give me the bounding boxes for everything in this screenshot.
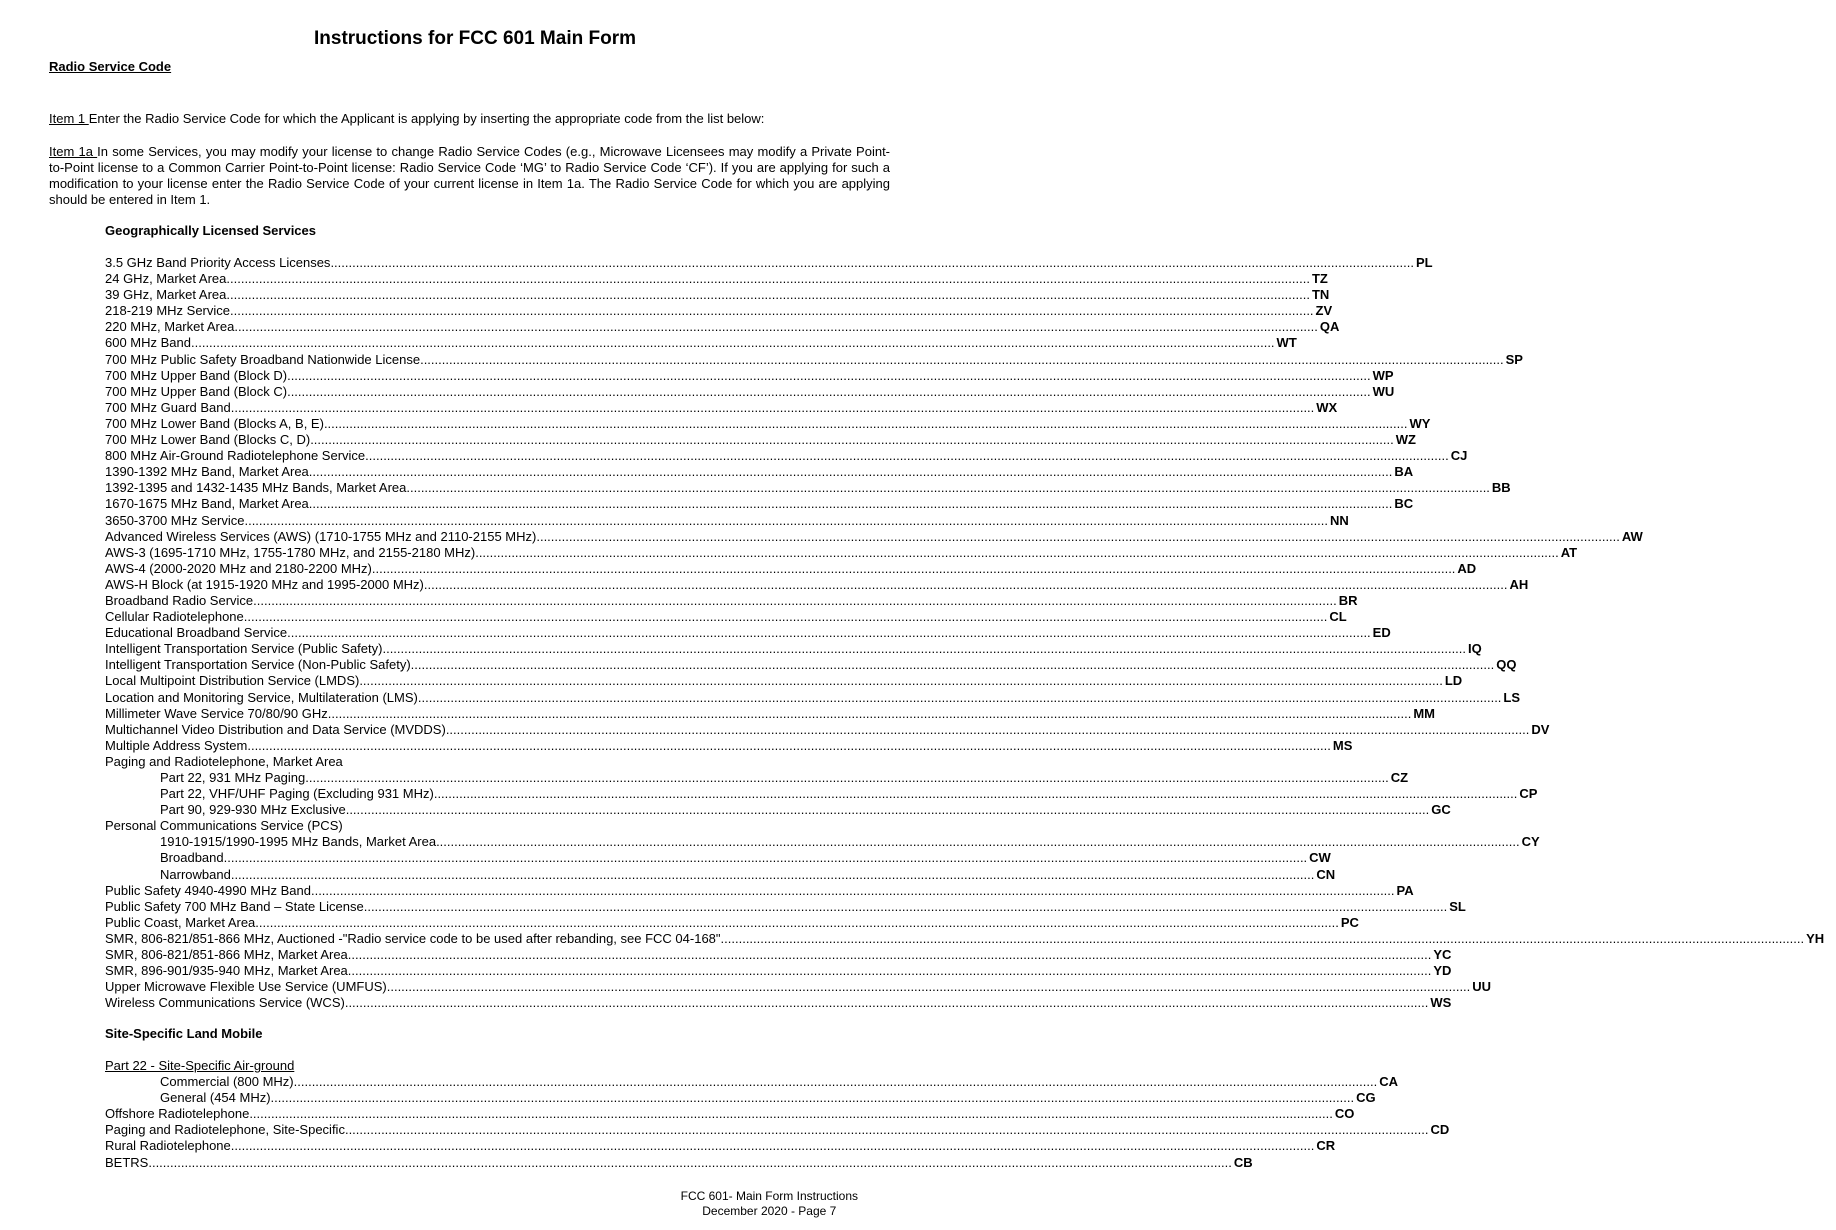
dot-leader: ............................................................................................................................................................................................................................................................................................................ (445, 721, 1530, 737)
dot-leader: ............................................................................................................................................................................................................................................................................................................ (417, 689, 1502, 705)
dot-leader: ............................................................................................................................................................................................................................................................................................................ (720, 930, 1805, 946)
service-code: PA (1396, 882, 1414, 898)
dot-leader: ............................................................................................................................................................................................................................................................................................................ (308, 464, 1393, 480)
service-code-row (105, 641, 1482, 657)
service-code-row (105, 898, 1466, 915)
service-code-row (105, 432, 1416, 448)
dot-leader: ............................................................................................................................................................................................................................................................................................................ (310, 882, 1395, 898)
service-code-row (105, 1090, 1376, 1106)
service-code: WP (1372, 367, 1394, 383)
dot-leader: ............................................................................................................................................................................................................................................................................................................ (249, 1106, 1333, 1122)
dot-leader: ............................................................................................................................................................................................................................................................................................................ (310, 432, 1394, 448)
service-name: Paging and Radiotelephone, Market Area (105, 753, 343, 769)
service-code-row (105, 914, 1359, 931)
footer-form-name: FCC 601- Main Form Instructions (680, 1189, 858, 1203)
service-code-row (105, 737, 1353, 754)
service-code: DV (1531, 721, 1550, 737)
service-code: SP (1505, 351, 1523, 367)
service-name: Part 22 - Site-Specific Air-ground (105, 1058, 295, 1073)
service-code: CA (1379, 1074, 1398, 1090)
service-code-row (105, 544, 1578, 561)
item-1a-label: Item 1a (49, 144, 98, 159)
service-code: YC (1433, 947, 1452, 963)
service-code-row (105, 528, 1643, 545)
service-code-row (105, 673, 1463, 689)
item-1a-text: In some Services, you may modify your license to change Radio Service Codes (e.g., Microwave Licensees may modify a Private Point-to-Point license to a Common Carrier Point-to-Point license: Radio Service Code ‘MG’ to Radio Service Code ‘CF’). If you are applying for such a modification to your license enter the Radio Service Code of your current license in Item 1a. The Radio Service Code for which you are applying should be entered in Item 1. (49, 144, 891, 207)
dot-leader: ............................................................................................................................................................................................................................................................................................................ (305, 770, 1389, 785)
dot-leader: ............................................................................................................................................................................................................................................................................................................ (230, 1138, 1315, 1154)
service-name: Millimeter Wave Service 70/80/90 GHz (105, 705, 328, 721)
service-code-row (105, 866, 1336, 883)
dot-leader: ............................................................................................................................................................................................................................................................................................................ (436, 834, 1520, 850)
service-code-row (105, 834, 1540, 850)
item-1-text: Enter the Radio Service Code for which the Applicant is applying by inserting the appropriate code from the list below: (88, 111, 765, 126)
dot-leader: ............................................................................................................................................................................................................................................................................................................ (475, 544, 1559, 560)
service-code: WZ (1395, 432, 1416, 448)
service-code: IQ (1468, 641, 1482, 657)
dot-leader: ............................................................................................................................................................................................................................................................................................................ (382, 641, 1467, 657)
service-code: QQ (1496, 657, 1517, 673)
service-code: CN (1316, 866, 1336, 882)
dot-leader: ............................................................................................................................................................................................................................................................................................................ (287, 383, 1371, 399)
dot-leader: ............................................................................................................................................................................................................................................................................................................ (433, 786, 1518, 802)
service-code-row (105, 882, 1414, 899)
service-code-row (105, 496, 1414, 512)
section-heading: Radio Service Code (49, 59, 172, 74)
service-name: Public Safety 700 MHz Band – State License (105, 898, 364, 914)
service-name: Wireless Communications Service (WCS) (105, 995, 345, 1011)
dot-leader: ............................................................................................................................................................................................................................................................................................................ (423, 576, 1508, 592)
service-name: 700 MHz Upper Band (Block C) (105, 383, 288, 399)
service-code: QA (1319, 319, 1340, 335)
service-code: PL (1415, 255, 1433, 270)
service-code: CW (1309, 850, 1331, 866)
site-specific-heading: Site-Specific Land Mobile (105, 1026, 263, 1041)
service-code: SL (1449, 898, 1466, 914)
service-code-row (105, 1074, 1398, 1090)
dot-leader: ............................................................................................................................................................................................................................................................................................................ (410, 657, 1495, 673)
service-name: 220 MHz, Market Area (105, 319, 235, 335)
service-code-row (105, 448, 1468, 464)
service-code-row (105, 367, 1394, 384)
dot-leader: ............................................................................................................................................................................................................................................................................................................ (308, 496, 1393, 512)
dot-leader: ............................................................................................................................................................................................................................................................................................................ (420, 351, 1504, 367)
service-name: 3.5 GHz Band Priority Access Licenses (105, 255, 331, 270)
service-name: Location and Monitoring Service, Multilateration (LMS) (105, 689, 418, 705)
service-code: WX (1316, 399, 1338, 415)
service-code-row (105, 786, 1538, 802)
service-name: AWS-3 (1695-1710 MHz, 1755-1780 MHz, and 2155-2180 MHz) (105, 544, 476, 560)
service-code-row (105, 995, 1452, 1011)
dot-leader: ............................................................................................................................................................................................................................................................................................................ (293, 1074, 1378, 1090)
service-code: NN (1330, 512, 1349, 528)
dot-leader: ............................................................................................................................................................................................................................................................................................................ (253, 592, 1337, 608)
service-code: CO (1334, 1106, 1355, 1122)
service-name: 3650-3700 MHz Service (105, 512, 245, 528)
service-code: TN (1311, 287, 1330, 303)
service-name: 218-219 MHz Service (105, 303, 230, 319)
service-code: BA (1394, 464, 1414, 480)
dot-leader: ............................................................................................................................................................................................................................................................................................................ (270, 1090, 1355, 1106)
service-name: Intelligent Transportation Service (Non-Public Safety) (105, 657, 411, 673)
service-name: SMR, 896-901/935-940 MHz, Market Area (105, 963, 348, 979)
service-code: BR (1338, 592, 1358, 608)
service-name: 700 MHz Guard Band (105, 399, 231, 415)
service-code: ED (1372, 625, 1391, 641)
service-code-row (105, 303, 1333, 319)
service-name: 600 MHz Band (105, 335, 191, 351)
service-name: Multiple Address System (105, 737, 248, 753)
footer-page-number: December 2020 - Page 7 (702, 1204, 837, 1218)
service-name: 700 MHz Lower Band (Blocks A, B, E) (105, 415, 324, 431)
service-code: CD (1430, 1122, 1450, 1138)
service-code-row (105, 947, 1452, 963)
service-name: Upper Microwave Flexible Use Service (UMFUS) (105, 979, 387, 995)
service-code-row (105, 930, 1825, 947)
service-code-row (105, 963, 1452, 979)
service-code: PC (1340, 914, 1359, 930)
service-name: 800 MHz Air-Ground Radiotelephone Service (105, 448, 366, 464)
service-code-row (105, 351, 1523, 368)
dot-leader: ............................................................................................................................................................................................................................................................................................................ (330, 255, 1414, 270)
service-code: BB (1491, 480, 1511, 496)
service-name: AWS-4 (2000-2020 MHz and 2180-2200 MHz) (105, 560, 372, 576)
service-code-row (105, 271, 1328, 287)
service-code: YD (1433, 963, 1452, 979)
service-code: CG (1356, 1090, 1376, 1106)
service-code-row (105, 319, 1340, 335)
service-code-row (105, 560, 1477, 577)
service-code-row (105, 1154, 1253, 1171)
service-code: UU (1472, 979, 1492, 995)
dot-leader: ............................................................................................................................................................................................................................................................................................................ (247, 737, 1331, 753)
service-name: Broadband (160, 850, 224, 866)
dot-leader: ............................................................................................................................................................................................................................................................................................................ (234, 319, 1318, 335)
dot-leader: ............................................................................................................................................................................................................................................................................................................ (344, 995, 1429, 1011)
service-name: SMR, 806-821/851-866 MHz, Market Area (105, 947, 348, 963)
service-code: AT (1560, 544, 1578, 560)
service-code-row (105, 335, 1297, 351)
service-name: 1910-1915/1990-1995 MHz Bands, Market Area (160, 834, 437, 850)
service-code: WS (1430, 995, 1452, 1011)
service-name: Multichannel Video Distribution and Data Service (MVDDS) (105, 721, 446, 737)
service-code: TZ (1311, 271, 1328, 287)
page-title: Instructions for FCC 601 Main Form (314, 28, 636, 49)
service-name: 700 MHz Public Safety Broadband Nationwide License (105, 351, 421, 367)
service-name: AWS-H Block (at 1915-1920 MHz and 1995-2000 MHz) (105, 576, 424, 592)
service-code: GC (1431, 802, 1451, 818)
service-code: BC (1394, 496, 1414, 512)
service-name: Local Multipoint Distribution Service (LMDS) (105, 673, 360, 689)
dot-leader: ............................................................................................................................................................................................................................................................................................................ (363, 898, 1448, 914)
service-code-row (105, 657, 1517, 673)
dot-leader: ............................................................................................................................................................................................................................................................................................................ (226, 271, 1310, 287)
service-name: Broadband Radio Service (105, 592, 254, 608)
service-code-row (105, 480, 1511, 496)
service-name: Commercial (800 MHz) (160, 1074, 294, 1090)
service-name: Part 90, 929-930 MHz Exclusive (160, 802, 346, 818)
dot-leader: ............................................................................................................................................................................................................................................................................................................ (365, 448, 1449, 464)
service-name: Personal Communications Service (PCS) (105, 818, 343, 834)
dot-leader: ............................................................................................................................................................................................................................................................................................................ (230, 399, 1315, 415)
dot-leader: ............................................................................................................................................................................................................................................................................................................ (243, 609, 1328, 625)
item-1-label: Item 1 (49, 111, 89, 126)
dot-leader: ............................................................................................................................................................................................................................................................................................................ (327, 705, 1412, 721)
service-code-row (105, 754, 840, 770)
service-code: CZ (1390, 770, 1409, 785)
service-code-row (105, 979, 1492, 995)
service-code: CB (1233, 1154, 1253, 1170)
service-code: YH (1806, 930, 1825, 946)
dot-leader: ............................................................................................................................................................................................................................................................................................................ (323, 415, 1408, 431)
dot-leader: ............................................................................................................................................................................................................................................................................................................ (347, 963, 1432, 979)
site-specific-list (105, 1058, 1450, 1171)
service-code: ZV (1315, 303, 1333, 319)
service-code: WY (1409, 415, 1431, 431)
service-code: CY (1521, 834, 1540, 850)
service-name: Educational Broadband Service (105, 625, 288, 641)
service-code-row (105, 512, 1349, 529)
dot-leader: ............................................................................................................................................................................................................................................................................................................ (359, 673, 1443, 689)
service-name: Public Coast, Market Area (105, 914, 256, 930)
service-name: 24 GHz, Market Area (105, 271, 227, 287)
service-name: Paging and Radiotelephone, Site-Specific (105, 1122, 345, 1138)
service-name: 1670-1675 MHz Band, Market Area (105, 496, 309, 512)
dot-leader: ............................................................................................................................................................................................................................................................................................................ (287, 625, 1371, 641)
item-1-paragraph (49, 111, 890, 127)
service-name: Part 22, 931 MHz Paging (160, 770, 306, 785)
dot-leader: ............................................................................................................................................................................................................................................................................................................ (191, 335, 1275, 351)
service-name: 39 GHz, Market Area (105, 287, 227, 303)
service-code: LS (1503, 689, 1521, 705)
service-code-row (105, 383, 1395, 400)
service-name: BETRS (105, 1154, 149, 1170)
service-code-row (105, 705, 1435, 722)
service-code-row (105, 689, 1521, 706)
dot-leader: ............................................................................................................................................................................................................................................................................................................ (406, 480, 1490, 496)
dot-leader: ............................................................................................................................................................................................................................................................................................................ (347, 947, 1432, 963)
dot-leader: ............................................................................................................................................................................................................................................................................................................ (344, 1122, 1429, 1138)
service-code-row (105, 1122, 1450, 1138)
dot-leader: ............................................................................................................................................................................................................................................................................................................ (287, 367, 1371, 383)
service-name: General (454 MHz) (160, 1090, 271, 1106)
service-code-row (105, 576, 1529, 593)
service-code-row (105, 770, 1409, 786)
dot-leader: ............................................................................................................................................................................................................................................................................................................ (386, 979, 1471, 995)
service-code-row (105, 399, 1338, 416)
dot-leader: ............................................................................................................................................................................................................................................................................................................ (230, 866, 1315, 882)
service-name: Offshore Radiotelephone (105, 1106, 250, 1122)
geographic-services-heading: Geographically Licensed Services (105, 223, 316, 238)
dot-leader: ............................................................................................................................................................................................................................................................................................................ (223, 850, 1308, 866)
service-name: 1392-1395 and 1432-1435 MHz Bands, Market Area (105, 480, 407, 496)
service-code: WT (1276, 335, 1297, 351)
geographic-services-list (105, 255, 1825, 1011)
service-name: Cellular Radiotelephone (105, 609, 244, 625)
service-code: MM (1413, 705, 1435, 721)
service-code: WU (1372, 383, 1395, 399)
page-footer (681, 1189, 858, 1219)
service-name: SMR, 806-821/851-866 MHz, Auctioned -"Radio service code to be used after rebanding, see FCC 04-168" (105, 930, 721, 946)
service-code-row (105, 818, 840, 834)
service-code-row (105, 255, 1433, 271)
dot-leader: ............................................................................................................................................................................................................................................................................................................ (255, 914, 1339, 930)
service-name: Intelligent Transportation Service (Public Safety) (105, 641, 383, 657)
item-1a-paragraph (49, 144, 890, 208)
service-code: AW (1621, 528, 1643, 544)
service-code: CJ (1450, 448, 1468, 464)
dot-leader: ............................................................................................................................................................................................................................................................................................................ (226, 287, 1310, 303)
service-name: Part 22, VHF/UHF Paging (Excluding 931 MHz) (160, 786, 434, 802)
service-name: 700 MHz Upper Band (Block D) (105, 367, 288, 383)
service-code-row (105, 802, 1451, 818)
service-code: MS (1332, 737, 1353, 753)
service-code: CR (1316, 1138, 1336, 1154)
service-name: Narrowband (160, 866, 231, 882)
dot-leader: ............................................................................................................................................................................................................................................................................................................ (230, 303, 1314, 319)
service-name: Advanced Wireless Services (AWS) (1710-1755 MHz and 2110-2155 MHz) (105, 528, 537, 544)
service-name: 1390-1392 MHz Band, Market Area (105, 464, 309, 480)
service-code: CL (1329, 609, 1347, 625)
service-code-row (105, 850, 1331, 866)
service-code: AH (1509, 576, 1529, 592)
service-code-row (105, 464, 1414, 480)
service-name: Public Safety 4940-4990 MHz Band (105, 882, 311, 898)
dot-leader: ............................................................................................................................................................................................................................................................................................................ (244, 512, 1329, 528)
service-name: 700 MHz Lower Band (Blocks C, D) (105, 432, 311, 448)
service-code-row (105, 721, 1550, 738)
service-code: LD (1444, 673, 1463, 689)
service-code-row (105, 415, 1431, 432)
service-code-row (105, 287, 1330, 303)
service-name: Rural Radiotelephone (105, 1138, 231, 1154)
service-code: CP (1519, 786, 1538, 802)
service-code-row (105, 609, 1347, 625)
service-code-row (105, 625, 1391, 641)
service-code-row (105, 1058, 840, 1074)
dot-leader: ............................................................................................................................................................................................................................................................................................................ (148, 1154, 1232, 1170)
service-code: AD (1457, 560, 1477, 576)
service-code-row (105, 592, 1358, 609)
dot-leader: ............................................................................................................................................................................................................................................................................................................ (371, 560, 1456, 576)
service-code-row (105, 1106, 1355, 1122)
service-code-row (105, 1138, 1336, 1154)
dot-leader: ............................................................................................................................................................................................................................................................................................................ (536, 528, 1620, 544)
dot-leader: ............................................................................................................................................................................................................................................................................................................ (345, 802, 1430, 818)
